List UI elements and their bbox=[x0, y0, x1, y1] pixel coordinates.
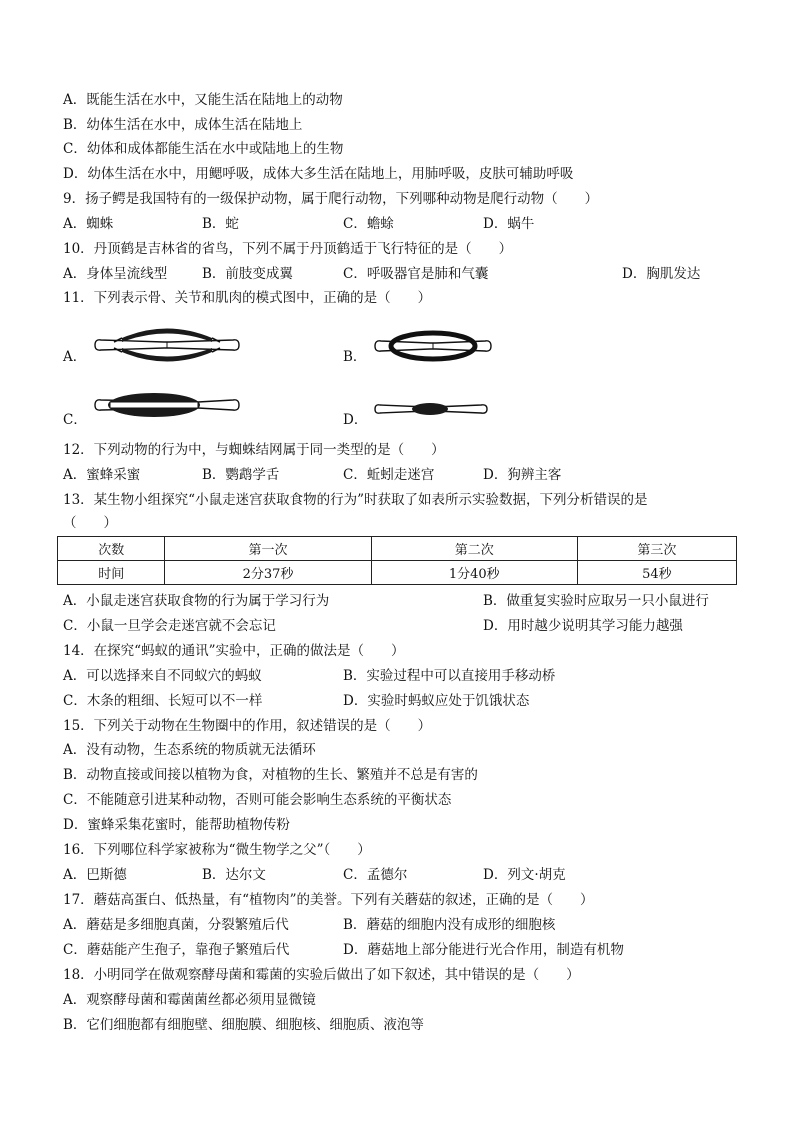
q10-option-d: D．胸肌发达 bbox=[622, 266, 701, 282]
figure-b-bone-joint-muscle bbox=[372, 328, 494, 362]
q13-stem-paren: （ ） bbox=[63, 515, 117, 531]
q17-stem: 17．蘑菇高蛋白、低热量，有“植物肉”的美誉。下列有关蘑菇的叙述，正确的是（ ） bbox=[63, 892, 594, 908]
q17-option-c: C．蘑菇能产生孢子，靠孢子繁殖后代 bbox=[63, 942, 290, 958]
q8-option-a: A．既能生活在水中，又能生活在陆地上的动物 bbox=[63, 92, 343, 108]
q9-option-c: C．蟾蜍 bbox=[343, 216, 394, 232]
q9-option-b: B．蛇 bbox=[202, 216, 239, 232]
table-header-cell: 第三次 bbox=[577, 537, 736, 561]
q16-stem: 16．下列哪位科学家被称为“微生物学之父”（ ） bbox=[63, 842, 371, 858]
q11-option-c: C． bbox=[63, 412, 87, 428]
figure-a-bone-joint-muscle bbox=[92, 328, 242, 362]
q10-stem: 10．丹顶鹤是吉林省的省鸟，下列不属于丹顶鹤适于飞行特征的是（ ） bbox=[63, 241, 513, 257]
table-cell: 时间 bbox=[58, 561, 165, 585]
q15-option-c: C．不能随意引进某种动物，否则可能会影响生态系统的平衡状态 bbox=[63, 792, 452, 808]
table-header-cell: 第一次 bbox=[165, 537, 371, 561]
q13-option-b: B．做重复实验时应取另一只小鼠进行 bbox=[483, 593, 709, 609]
q13-option-d: D．用时越少说明其学习能力越强 bbox=[483, 618, 683, 634]
q16-option-a: A．巴斯德 bbox=[63, 867, 127, 883]
q13-stem: 13．某生物小组探究“小鼠走迷宫获取食物的行为”时获取了如表所示实验数据，下列分析错误的是 bbox=[63, 492, 648, 508]
figure-c-bone-joint-muscle bbox=[92, 388, 242, 422]
table-cell: 1分40秒 bbox=[371, 561, 577, 585]
q17-option-a: A．蘑菇是多细胞真菌，分裂繁殖后代 bbox=[63, 917, 289, 933]
q12-stem: 12．下列动物的行为中，与蜘蛛结网属于同一类型的是（ ） bbox=[63, 442, 445, 458]
q15-option-b: B．动物直接或间接以植物为食，对植物的生长、繁殖并不总是有害的 bbox=[63, 767, 478, 783]
q14-option-a: A．可以选择来自不同蚁穴的蚂蚁 bbox=[63, 668, 262, 684]
q15-option-d: D．蜜蜂采集花蜜时，能帮助植物传粉 bbox=[63, 817, 290, 833]
q14-option-c: C．木条的粗细、长短可以不一样 bbox=[63, 693, 263, 709]
table-header-row bbox=[58, 537, 737, 561]
q18-option-b: B．它们细胞都有细胞壁、细胞膜、细胞核、细胞质、液泡等 bbox=[63, 1017, 424, 1033]
q15-option-a: A．没有动物，生态系统的物质就无法循环 bbox=[63, 742, 316, 758]
q16-option-c: C．孟德尔 bbox=[343, 867, 408, 883]
table-header-cell: 第二次 bbox=[371, 537, 577, 561]
q10-option-b: B．前肢变成翼 bbox=[202, 266, 293, 282]
q16-option-b: B．达尔文 bbox=[202, 867, 266, 883]
q12-option-c: C．蚯蚓走迷宫 bbox=[343, 467, 435, 483]
table-header-cell: 次数 bbox=[58, 537, 165, 561]
table-cell: 54秒 bbox=[577, 561, 736, 585]
q13-option-c: C．小鼠一旦学会走迷宫就不会忘记 bbox=[63, 618, 276, 634]
q11-option-b: B． bbox=[343, 349, 367, 365]
q11-option-d: D． bbox=[343, 412, 368, 428]
q14-option-d: D．实验时蚂蚁应处于饥饿状态 bbox=[343, 693, 530, 709]
q9-option-d: D．蜗牛 bbox=[483, 216, 535, 232]
q11-stem: 11．下列表示骨、关节和肌肉的模式图中，正确的是（ ） bbox=[63, 290, 432, 306]
figure-d-bone-joint-muscle bbox=[372, 398, 490, 420]
q16-option-d: D．列文·胡克 bbox=[483, 867, 566, 883]
table-cell: 2分37秒 bbox=[165, 561, 371, 585]
q13-option-a: A．小鼠走迷宫获取食物的行为属于学习行为 bbox=[63, 593, 330, 609]
q10-option-c: C．呼吸器官是肺和气囊 bbox=[343, 266, 489, 282]
q9-stem: 9．扬子鳄是我国特有的一级保护动物，属于爬行动物，下列哪种动物是爬行动物（ ） bbox=[63, 191, 599, 207]
table-row bbox=[58, 561, 737, 585]
q14-option-b: B．实验过程中可以直接用手移动桥 bbox=[343, 668, 556, 684]
q11-option-a: A． bbox=[63, 349, 87, 365]
q15-stem: 15．下列关于动物在生物圈中的作用，叙述错误的是（ ） bbox=[63, 718, 432, 734]
q8-option-d: D．幼体生活在水中，用鳃呼吸，成体大多生活在陆地上，用肺呼吸，皮肤可辅助呼吸 bbox=[63, 166, 574, 182]
q9-option-a: A．蜘蛛 bbox=[63, 216, 114, 232]
q12-option-b: B．鹦鹉学舌 bbox=[202, 467, 280, 483]
q18-stem: 18．小明同学在做观察酵母菌和霉菌的实验后做出了如下叙述，其中错误的是（ ） bbox=[63, 967, 580, 983]
q10-option-a: A．身体呈流线型 bbox=[63, 266, 168, 282]
q17-option-d: D．蘑菇地上部分能进行光合作用，制造有机物 bbox=[343, 942, 624, 958]
q8-option-c: C．幼体和成体都能生活在水中或陆地上的生物 bbox=[63, 141, 344, 157]
q8-option-b: B．幼体生活在水中，成体生活在陆地上 bbox=[63, 117, 303, 133]
q12-option-d: D．狗辨主客 bbox=[483, 467, 562, 483]
q13-data-table bbox=[57, 536, 737, 585]
q17-option-b: B．蘑菇的细胞内没有成形的细胞核 bbox=[343, 917, 556, 933]
q18-option-a: A．观察酵母菌和霉菌菌丝都必须用显微镜 bbox=[63, 992, 316, 1008]
q12-option-a: A．蜜蜂采蜜 bbox=[63, 467, 141, 483]
q14-stem: 14．在探究“蚂蚁的通讯”实验中，正确的做法是（ ） bbox=[63, 643, 405, 659]
